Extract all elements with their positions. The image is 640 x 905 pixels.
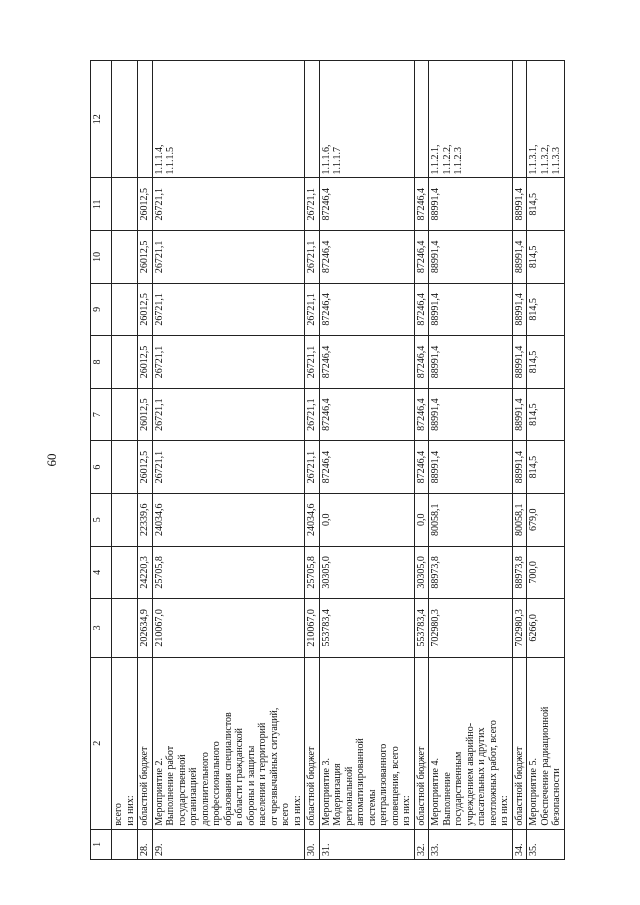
table-cell: 202634,9 [138, 599, 153, 658]
table-cell [112, 61, 138, 178]
table-cell: 814,5 [527, 336, 565, 389]
table-row [429, 61, 513, 860]
table-cell: всего из них: [112, 657, 138, 829]
table-cell: 814,5 [527, 388, 565, 441]
table-cell: Мероприятие 4. Выполнение государственным учреждением аварийно- спасательных и других неотложных работ, всего из них: [429, 657, 513, 829]
table-cell: 88991,4 [429, 388, 513, 441]
column-header: 10 [91, 231, 112, 284]
table-cell: 814,5 [527, 231, 565, 284]
table-body [91, 61, 565, 860]
table-cell: 210067,0 [152, 599, 305, 658]
table-cell: 88991,4 [429, 441, 513, 494]
table-row [152, 61, 305, 860]
table-cell: 88991,4 [512, 231, 527, 284]
table-cell [112, 231, 138, 284]
table-cell: 1.1.1.6, 1.1.1.7 [319, 61, 414, 178]
table-cell: 88991,4 [429, 283, 513, 336]
table-cell: 87246,4 [319, 388, 414, 441]
column-header: 5 [91, 493, 112, 546]
table-cell: 88991,4 [429, 178, 513, 231]
table-cell: 26721,1 [152, 336, 305, 389]
table-cell: 34. [512, 829, 527, 859]
budget-table [90, 60, 565, 860]
table-cell: 35. [527, 829, 565, 859]
table-cell [414, 61, 429, 178]
column-header: 4 [91, 546, 112, 599]
table-cell: 24034,6 [305, 493, 320, 546]
table-cell: 30. [305, 829, 320, 859]
table-cell: 88973,8 [429, 546, 513, 599]
column-header: 3 [91, 599, 112, 658]
column-header: 8 [91, 336, 112, 389]
table-cell: областной бюджет [305, 657, 320, 829]
table-row [138, 61, 153, 860]
table-cell: 25705,8 [305, 546, 320, 599]
table-cell: 26721,1 [152, 283, 305, 336]
table-cell [138, 61, 153, 178]
column-header: 11 [91, 178, 112, 231]
table-cell: 30305,0 [319, 546, 414, 599]
table-cell: 702980,3 [512, 599, 527, 658]
table-cell: областной бюджет [512, 657, 527, 829]
table-cell: 26012,5 [138, 388, 153, 441]
table-cell: 26721,1 [305, 388, 320, 441]
table-cell: 88973,8 [512, 546, 527, 599]
table-cell: 87246,4 [319, 441, 414, 494]
table-cell: 814,5 [527, 283, 565, 336]
table-cell: 210067,0 [305, 599, 320, 658]
table-cell: 88991,4 [429, 231, 513, 284]
table-cell [112, 441, 138, 494]
table-cell: областной бюджет [414, 657, 429, 829]
table-cell: областной бюджет [138, 657, 153, 829]
table-cell [112, 283, 138, 336]
table-row [527, 61, 565, 860]
table-cell: 553783,4 [319, 599, 414, 658]
table-cell [112, 493, 138, 546]
table-cell: 30305,0 [414, 546, 429, 599]
table-cell: 26012,5 [138, 441, 153, 494]
table-cell: 814,5 [527, 178, 565, 231]
table-cell: 6266,0 [527, 599, 565, 658]
table-cell: 26721,1 [152, 388, 305, 441]
table-cell [112, 599, 138, 658]
column-header: 1 [91, 829, 112, 859]
table-row [512, 61, 527, 860]
column-header: 9 [91, 283, 112, 336]
table-cell: 87246,4 [414, 231, 429, 284]
table-cell: 1.1.1.4, 1.1.1.5 [152, 61, 305, 178]
table-cell: 679,0 [527, 493, 565, 546]
table-cell: 26721,1 [152, 441, 305, 494]
table-cell [512, 61, 527, 178]
table-cell: 26721,1 [305, 336, 320, 389]
table-cell: 80058,1 [512, 493, 527, 546]
table-cell: 26721,1 [305, 231, 320, 284]
table-cell: 88991,4 [512, 283, 527, 336]
header-row [91, 61, 112, 860]
table-cell: Мероприятие 5. Обеспечение радиационной безопасности [527, 657, 565, 829]
table-cell: 814,5 [527, 441, 565, 494]
table-cell: 702980,3 [429, 599, 513, 658]
table-cell: 88991,4 [512, 178, 527, 231]
table-cell: 0,0 [319, 493, 414, 546]
page-number: 60 [44, 453, 59, 467]
table-cell: 88991,4 [512, 441, 527, 494]
table-cell: 26721,1 [152, 231, 305, 284]
table-cell [112, 829, 138, 859]
table-cell [112, 546, 138, 599]
table-cell: 26012,5 [138, 283, 153, 336]
table-cell: 24034,6 [152, 493, 305, 546]
table-cell: 87246,4 [414, 441, 429, 494]
table-cell: 26012,5 [138, 178, 153, 231]
table-cell: 87246,4 [414, 388, 429, 441]
table-cell: 28. [138, 829, 153, 859]
column-header: 2 [91, 657, 112, 829]
table-row [319, 61, 414, 860]
table-row [414, 61, 429, 860]
table-cell: 33. [429, 829, 513, 859]
table-cell: 29. [152, 829, 305, 859]
table-cell: 87246,4 [319, 178, 414, 231]
table-cell: 88991,4 [429, 336, 513, 389]
table-cell: 1.1.2.1, 1.1.2.2, 1.1.2.3 [429, 61, 513, 178]
table-cell [305, 61, 320, 178]
table-cell: 87246,4 [319, 336, 414, 389]
table-cell: 26721,1 [305, 283, 320, 336]
table-cell: 88991,4 [512, 336, 527, 389]
table-cell: 24220,3 [138, 546, 153, 599]
column-header: 6 [91, 441, 112, 494]
table-row [112, 61, 138, 860]
table-cell: 26012,5 [138, 231, 153, 284]
table-cell: 87246,4 [414, 178, 429, 231]
table-cell: 25705,8 [152, 546, 305, 599]
table-cell: 80058,1 [429, 493, 513, 546]
table-cell: 88991,4 [512, 388, 527, 441]
table-cell: 31. [319, 829, 414, 859]
table-cell: 87246,4 [319, 231, 414, 284]
table-cell: 87246,4 [414, 283, 429, 336]
table-row [305, 61, 320, 860]
table-cell: 26721,1 [152, 178, 305, 231]
table-cell [112, 178, 138, 231]
table-cell [112, 336, 138, 389]
table-cell: 87246,4 [414, 336, 429, 389]
table-cell: 700,0 [527, 546, 565, 599]
table-cell: 32. [414, 829, 429, 859]
table-cell: 22339,6 [138, 493, 153, 546]
table-cell: Мероприятие 2. Выполнение работ государственной организацией дополнительного профессионального образования специалистов в области гражданской обороны и защиты населения и территорий от чрезвычайных ситуаций, всего из них: [152, 657, 305, 829]
table-cell: 1.1.3.1, 1.1.3.2, 1.1.3.3 [527, 61, 565, 178]
table-cell: Мероприятие 3. Модернизация региональной автоматизированной системы централизованного оповещения, всего из них: [319, 657, 414, 829]
table-cell: 26721,1 [305, 178, 320, 231]
column-header: 7 [91, 388, 112, 441]
table-cell: 26721,1 [305, 441, 320, 494]
table-cell: 26012,5 [138, 336, 153, 389]
table-cell: 0,0 [414, 493, 429, 546]
table-cell: 87246,4 [319, 283, 414, 336]
rotated-table-wrapper [90, 60, 610, 860]
column-header: 12 [91, 61, 112, 178]
table-cell: 553783,4 [414, 599, 429, 658]
table-cell [112, 388, 138, 441]
